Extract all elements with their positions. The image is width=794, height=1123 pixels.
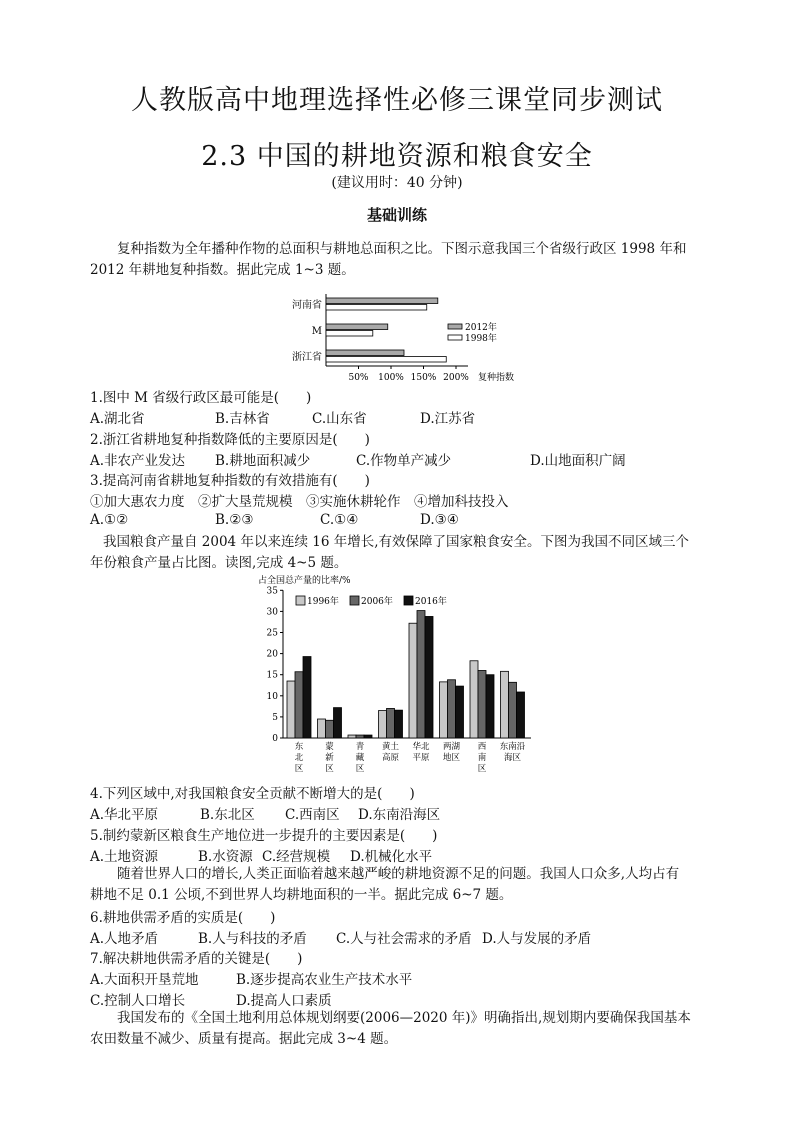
q7-option-d[interactable]: D.提高人口素质 <box>236 993 332 1009</box>
q2-option-d[interactable]: D.山地面积广阔 <box>530 453 626 469</box>
q2-option-a[interactable]: A.非农产业发达 <box>90 453 186 469</box>
bar-2016年 <box>303 657 311 738</box>
bar-1996年 <box>470 661 478 738</box>
page-title-line2: 2.3 中国的耕地资源和粮食安全 <box>201 141 593 172</box>
x-tick-label: 200% <box>443 373 469 383</box>
x-tick-label: 50% <box>348 373 369 383</box>
intro-paragraph-1-line2: 2012 年耕地复种指数。据此完成 1~3 题。 <box>90 262 355 278</box>
question-4: 4.下列区域中,对我国粮食安全贡献不断增大的是( ) <box>90 786 415 802</box>
section-heading: 基础训练 <box>366 206 427 224</box>
y-tick-label: 10 <box>266 691 278 702</box>
category-label: 区 <box>325 764 334 774</box>
q3-statements: ①加大惠农力度 ②扩大垦荒规模 ③实施休耕轮作 ④增加科技投入 <box>90 494 509 510</box>
q6-option-b[interactable]: B.人与科技的矛盾 <box>198 931 307 947</box>
legend-swatch <box>350 596 359 605</box>
category-label: 北 <box>294 753 304 763</box>
bar-1996年 <box>501 671 509 738</box>
intro-paragraph-3-line1: 随着世界人口的增长,人类正面临着越来越严峻的耕地资源不足的问题。我国人口众多,人均占有 <box>117 866 680 882</box>
q3-option-a[interactable]: A.①② <box>90 512 129 528</box>
intro-paragraph-2-line1: 我国粮食产量自 2004 年以来连续 16 年增长,有效保障了国家粮食安全。下图为我国不同区域三个 <box>103 534 689 550</box>
bar-1996年 <box>348 735 356 738</box>
q7-option-b[interactable]: B.逐步提高农业生产技术水平 <box>236 972 413 988</box>
category-label: 海区 <box>503 753 522 763</box>
bar-2016年 <box>456 686 464 738</box>
y-tick-label: 35 <box>266 586 278 597</box>
question-2: 2.浙江省耕地复种指数降低的主要原因是( ) <box>90 432 370 448</box>
q5-option-c[interactable]: C.经营规模 <box>262 849 331 865</box>
q7-option-a[interactable]: A.大面积开垦荒地 <box>90 972 199 988</box>
question-6: 6.耕地供需矛盾的实质是( ) <box>90 910 276 926</box>
category-label: M <box>311 326 322 337</box>
q1-option-a[interactable]: A.湖北省 <box>90 411 145 427</box>
bar-1998年 <box>326 357 446 363</box>
category-label: 东 <box>294 742 304 752</box>
category-label: 东南沿 <box>499 742 526 752</box>
q5-option-a[interactable]: A.土地资源 <box>90 849 159 865</box>
bar-2016年 <box>334 708 342 738</box>
category-label: 高原 <box>381 753 400 763</box>
bar-2006年 <box>326 720 334 738</box>
q4-option-a[interactable]: A.华北平原 <box>90 807 159 823</box>
y-tick-label: 25 <box>266 628 278 639</box>
q7-option-c[interactable]: C.控制人口增长 <box>90 993 186 1009</box>
category-label: 新 <box>325 753 334 763</box>
x-axis-title: 复种指数 <box>477 373 515 383</box>
bar-2016年 <box>364 735 372 738</box>
bar-1998年 <box>326 305 427 311</box>
y-tick-label: 30 <box>266 607 278 618</box>
q1-option-c[interactable]: C.山东省 <box>312 411 367 427</box>
q6-option-d[interactable]: D.人与发展的矛盾 <box>482 931 592 947</box>
legend-label: 1998年 <box>465 334 497 344</box>
y-tick-label: 20 <box>266 649 278 660</box>
q3-option-c[interactable]: C.①④ <box>320 512 359 528</box>
legend-label: 2006年 <box>361 597 393 607</box>
category-label: 河南省 <box>292 300 322 311</box>
intro-paragraph-1-line1: 复种指数为全年播种作物的总面积与耕地总面积之比。下图示意我国三个省级行政区 1998 年和 <box>117 241 687 257</box>
y-tick-label: 15 <box>266 670 278 681</box>
bar-2006年 <box>509 682 517 738</box>
bar-1998年 <box>326 331 373 337</box>
multiple-cropping-index-chart <box>276 288 526 384</box>
q2-option-b[interactable]: B.耕地面积减少 <box>215 453 311 469</box>
category-label: 青 <box>355 742 365 752</box>
bar-2006年 <box>356 735 364 738</box>
bar-1996年 <box>287 681 295 738</box>
bar-1996年 <box>379 711 387 738</box>
category-label: 区 <box>477 764 487 774</box>
bar-2006年 <box>295 672 303 738</box>
page-title: 人教版高中地理选择性必修三课堂同步测试 <box>131 85 663 116</box>
q3-option-d[interactable]: D.③④ <box>420 512 459 528</box>
intro-paragraph-4-line2: 农田数量不减少、质量有提高。据此完成 3~4 题。 <box>90 1031 398 1047</box>
bar-2016年 <box>425 616 433 738</box>
bar-1996年 <box>440 682 448 738</box>
category-label: 浙江省 <box>292 352 322 363</box>
bar-2016年 <box>517 692 525 738</box>
question-5: 5.制约蒙新区粮食生产地位进一步提升的主要因素是( ) <box>90 828 438 844</box>
category-label: 区 <box>355 764 365 774</box>
y-tick-label: 0 <box>272 734 278 744</box>
legend-swatch <box>448 335 462 340</box>
bar-2006年 <box>478 670 486 738</box>
category-label: 藏 <box>355 753 365 763</box>
q1-option-d[interactable]: D.江苏省 <box>420 411 476 427</box>
question-1: 1.图中 M 省级行政区最可能是( ) <box>90 390 312 406</box>
legend-label: 2016年 <box>415 597 447 607</box>
category-label: 南 <box>477 753 487 763</box>
bar-2012年 <box>326 298 438 304</box>
intro-paragraph-2-line2: 年份粮食产量占比图。读图,完成 4~5 题。 <box>90 555 348 571</box>
intro-paragraph-4-line1: 我国发布的《全国土地利用总体规划纲要(2006—2020 年)》明确指出,规划期内要确保我国基本 <box>117 1010 691 1026</box>
bar-2012年 <box>326 350 404 356</box>
category-label: 西 <box>477 742 487 752</box>
legend-swatch <box>296 596 305 605</box>
legend-swatch <box>404 596 413 605</box>
intro-paragraph-3-line2: 耕地不足 0.1 公顷,不到世界人均耕地面积的一半。据此完成 6~7 题。 <box>90 887 513 903</box>
category-label: 区 <box>294 764 304 774</box>
category-label: 蒙 <box>325 742 334 752</box>
bar-1996年 <box>318 719 326 738</box>
q5-option-d[interactable]: D.机械化水平 <box>350 849 433 865</box>
grain-output-share-chart <box>250 572 550 780</box>
category-label: 两湖 <box>442 742 461 752</box>
bar-2016年 <box>486 675 494 738</box>
q1-option-b[interactable]: B.吉林省 <box>215 411 270 427</box>
y-axis-title: 占全国总产量的比率/% <box>258 576 351 586</box>
q4-option-c[interactable]: C.西南区 <box>285 807 340 823</box>
legend-swatch <box>448 324 462 329</box>
x-tick-label: 100% <box>378 373 404 383</box>
q6-option-c[interactable]: C.人与社会需求的矛盾 <box>336 931 472 947</box>
legend-label: 2012年 <box>465 323 497 333</box>
category-label: 华北 <box>412 742 430 752</box>
q4-option-b[interactable]: B.东北区 <box>200 807 255 823</box>
bar-2012年 <box>326 324 388 330</box>
category-label: 地区 <box>442 753 461 763</box>
q2-option-c[interactable]: C.作物单产减少 <box>356 453 452 469</box>
question-3: 3.提高河南省耕地复种指数的有效措施有( ) <box>90 473 370 489</box>
suggested-time: (建议用时：40 分钟) <box>331 175 463 191</box>
q5-option-b[interactable]: B.水资源 <box>198 849 253 865</box>
q6-option-a[interactable]: A.人地矛盾 <box>90 931 159 947</box>
bar-2006年 <box>448 680 456 738</box>
category-label: 平原 <box>412 753 430 763</box>
bar-2006年 <box>387 708 395 738</box>
bar-1996年 <box>409 623 417 738</box>
legend-label: 1996年 <box>307 597 339 607</box>
x-tick-label: 150% <box>410 373 437 383</box>
q4-option-d[interactable]: D.东南沿海区 <box>358 807 441 823</box>
category-label: 黄土 <box>381 742 400 752</box>
q3-option-b[interactable]: B.②③ <box>215 512 254 528</box>
y-tick-label: 5 <box>272 712 278 723</box>
bar-2016年 <box>395 710 403 738</box>
question-7: 7.解决耕地供需矛盾的关键是( ) <box>90 951 303 967</box>
bar-2006年 <box>417 611 425 738</box>
